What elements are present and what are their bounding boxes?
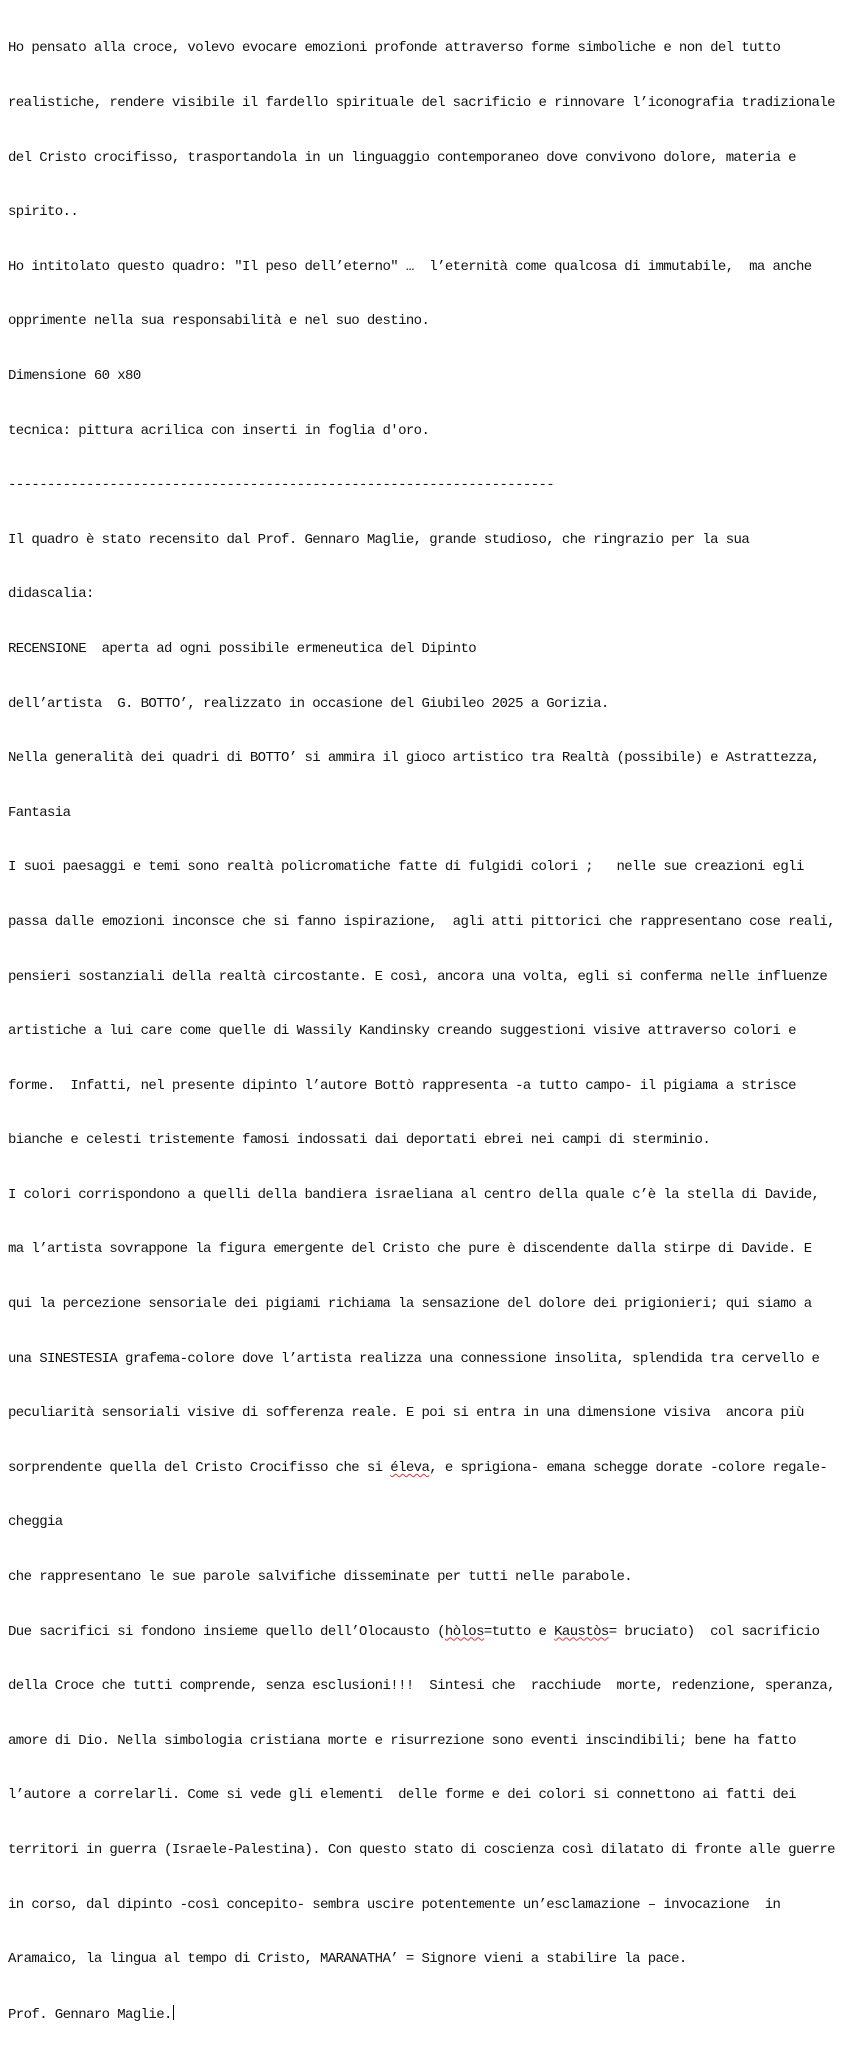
text-segment: = bruciato) col sacrificio [608,1623,820,1640]
text-segment: Prof. Gennaro Maglie. [8,2006,172,2023]
text-line: pensieri sostanziali della realtà circostante. E così, ancora una volta, egli si conferma nelle influenze [8,968,828,985]
text-line: RECENSIONE aperta ad ogni possibile ermeneutica del Dipinto [8,640,477,657]
text-line: Ho pensato alla croce, volevo evocare emozioni profonde attraverso forme simboliche e non del tutto [8,40,781,57]
text-line: artistiche a lui care come quelle di Wassily Kandinsky creando suggestioni visive attraverso colori e [8,1023,796,1040]
text-line: che rappresentano le sue parole salvifiche disseminate per tutti nelle parabole. [8,1569,633,1586]
text-line: didascalia: [8,586,94,603]
text-line: Dimensione 60 x80 [8,367,141,384]
text-line: Ho intitolato questo quadro: "Il peso dell’eterno" … l’eternità come qualcosa di immutabile, ma anche [8,258,812,275]
text-line: territori in guerra (Israele-Palestina). Con questo stato di coscienza così dilatato di fronte alle guerre [8,1842,835,1858]
text-line: peculiarità sensoriali visive di sofferenza reale. E poi si entra in una dimensione visiva ancora più [8,1405,804,1422]
text-line: in corso, dal dipinto -così concepito- sembra uscire potentemente un’esclamazione – invocazione in [8,1896,781,1913]
separator-line: ---------------------------------------------------------------------- [8,477,555,494]
text-cursor [173,2005,174,2020]
text-line: I colori corrispondono a quelli della bandiera israeliana al centro della quale c’è la stella di Davide, [8,1186,820,1203]
text-line: ma l’artista sovrappone la figura emergente del Cristo che pure è discendente dalla stirpe di Davide. E [8,1241,812,1258]
text-line: Fantasia [8,804,71,821]
text-line: passa dalle emozioni inconsce che si fanno ispirazione, agli atti pittorici che rappresentano cose reali, [8,913,835,930]
text-line: tecnica: pittura acrilica con inserti in foglia d'oro. [8,422,430,439]
text-segment: sorprendente quella del Cristo Crocifisso che si [8,1459,391,1476]
misspelled-word[interactable]: éleva [390,1459,430,1476]
text-line: spirito.. [8,204,79,221]
text-line: realistiche, rendere visibile il fardello spirituale del sacrificio e rinnovare l’iconografia tradizionale [8,95,835,111]
text-line-with-spellcheck [8,1623,854,1641]
document-body[interactable] [8,3,854,2059]
text-line: amore di Dio. Nella simbologia cristiana morte e risurrezione sono eventi inscindibili; bene ha fatto [8,1732,796,1749]
text-line: Nella generalità dei quadri di BOTTO’ si ammira il gioco artistico tra Realtà (possibile) e Astrattezza, [8,750,820,767]
misspelled-word[interactable]: Kaustòs [554,1623,609,1640]
text-line [8,1513,854,1531]
text-line-last [8,2005,854,2023]
text-line: Aramaico, la lingua al tempo di Cristo, MARANATHA’ = Signore vieni a stabilire la pace. [8,1951,687,1968]
text-segment: Due sacrifici si fondono insieme quello dell’Olocausto ( [8,1623,445,1640]
text-line: della Croce che tutti comprende, senza esclusioni!!! Sintesi che racchiude morte, redenzione, speranza, [8,1678,835,1695]
text-line: qui la percezione sensoriale dei pigiami richiama la sensazione del dolore dei prigionieri; qui siamo a [8,1296,812,1313]
text-line: bianche e celesti tristemente famosi indossati dai deportati ebrei nei campi di sterminio. [8,1132,711,1149]
text-segment: =tutto e [483,1623,555,1640]
text-line: una SINESTESIA grafema-colore dove l’artista realizza una connessione insolita, splendida tra cervello e [8,1350,820,1367]
text-line: forme. Infatti, nel presente dipinto l’autore Bottò rappresenta -a tutto campo- il pigiama a strisce [8,1077,796,1094]
text-line: I suoi paesaggi e temi sono realtà policromatiche fatte di fulgidi colori ; nelle sue creazioni egli [8,859,804,876]
text-line: l’autore a correlarli. Come si vede gli elementi delle forme e dei colori si connettono ai fatti dei [8,1787,796,1804]
text-line: Il quadro è stato recensito dal Prof. Gennaro Maglie, grande studioso, che ringrazio per la sua [8,531,750,548]
text-line: dell’artista G. BOTTO’, realizzato in occasione del Giubileo 2025 a Gorizia. [8,695,609,712]
text-line: del Cristo crocifisso, trasportandola in un linguaggio contemporaneo dove convivono dolore, materia e [8,149,796,166]
text-segment: , e sprigiona- emana schegge dorate -colore regale- [429,1459,828,1476]
text-segment: cheggia [8,1514,63,1531]
text-line: opprimente nella sua responsabilità e nel suo destino. [8,313,430,330]
misspelled-word[interactable]: hòlos [444,1623,484,1640]
text-line-with-spellcheck [8,1459,854,1477]
